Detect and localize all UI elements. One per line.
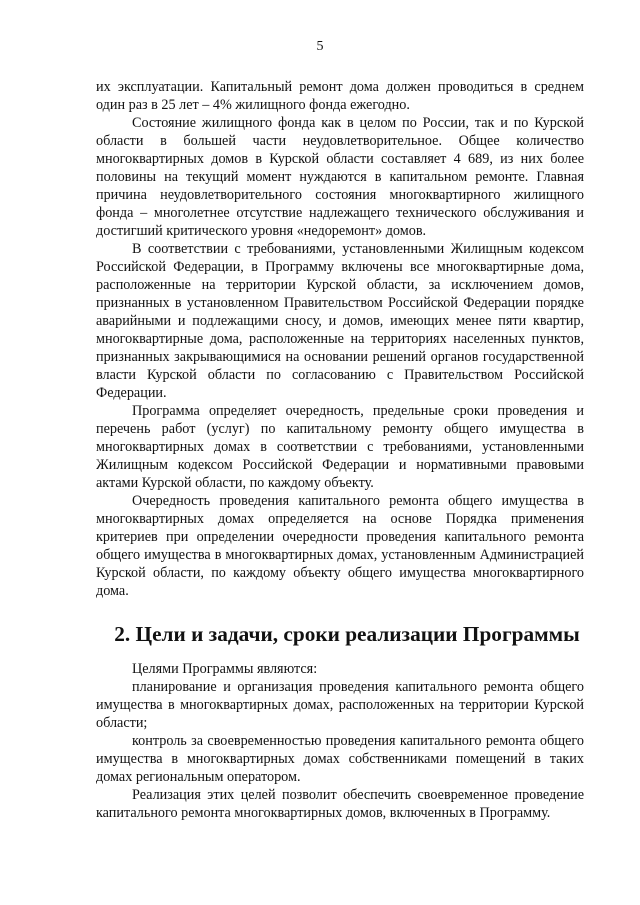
paragraph: В соответствии с требованиями, установленными Жилищным кодексом Российской Федерации, в Программу включены все многоквартирные дома, расположенные на территории Курской области, за исключением домов, признанных в установленном Правительством Российской Федерации порядке аварийными и подлежащими сносу, и домов, имеющих менее пяти квартир, многоквартирные дома, расположенные на территориях населенных пунктов, признанных закрывающимися на основании решений органов государственной власти Курской области по согласованию с Правительством Российской Федерации.	[96, 241, 584, 401]
goals-section	[96, 660, 584, 822]
paragraph: Целями Программы являются:	[132, 661, 318, 677]
paragraph: их эксплуатации. Капитальный ремонт дома должен проводиться в среднем один раз в 25 лет – 4% жилищного фонда ежегодно.	[96, 79, 584, 113]
document-body	[96, 78, 584, 822]
section-heading: 2. Цели и задачи, сроки реализации Программы	[114, 622, 580, 646]
paragraph: Программа определяет очередность, предельные сроки проведения и перечень работ (услуг) по капитальному ремонту общего имущества в многоквартирных домах в соответствии с требованиями, установленными Жилищным кодексом Российской Федерации и нормативными правовыми актами Курской области, по каждому объекту.	[96, 403, 584, 491]
page-number: 5	[316, 39, 324, 54]
paragraph: Состояние жилищного фонда как в целом по России, так и по Курской области в большей части неудовлетворительное. Общее количество многоквартирных домов в Курской области составляет 4 689, из них более половины на текущий момент нуждаются в капитальном ремонте. Главная причина неудовлетворительного состояния многоквартирного жилищного фонда – многолетнее отсутствие надлежащего технического обслуживания и достигший критического уровня «недоремонт» домов.	[96, 115, 584, 239]
paragraph: Очередность проведения капитального ремонта общего имущества в многоквартирных домах определяется на основе Порядка применения критериев при определении очередности проведения капитального ремонта общего имущества в многоквартирных домах, установленным Администрацией Курской области, по каждому объекту общего имущества многоквартирного дома.	[96, 493, 584, 599]
paragraph: контроль за своевременностью проведения капитального ремонта общего имущества в многоквартирных домах собственниками помещений в таких домах региональным оператором.	[96, 733, 584, 785]
intro-section	[96, 78, 584, 600]
paragraph: Реализация этих целей позволит обеспечить своевременное проведение капитального ремонта многоквартирных домов, включенных в Программу.	[96, 787, 584, 821]
paragraph: планирование и организация проведения капитального ремонта общего имущества в многоквартирных домах, расположенных на территории Курской области;	[96, 679, 584, 731]
